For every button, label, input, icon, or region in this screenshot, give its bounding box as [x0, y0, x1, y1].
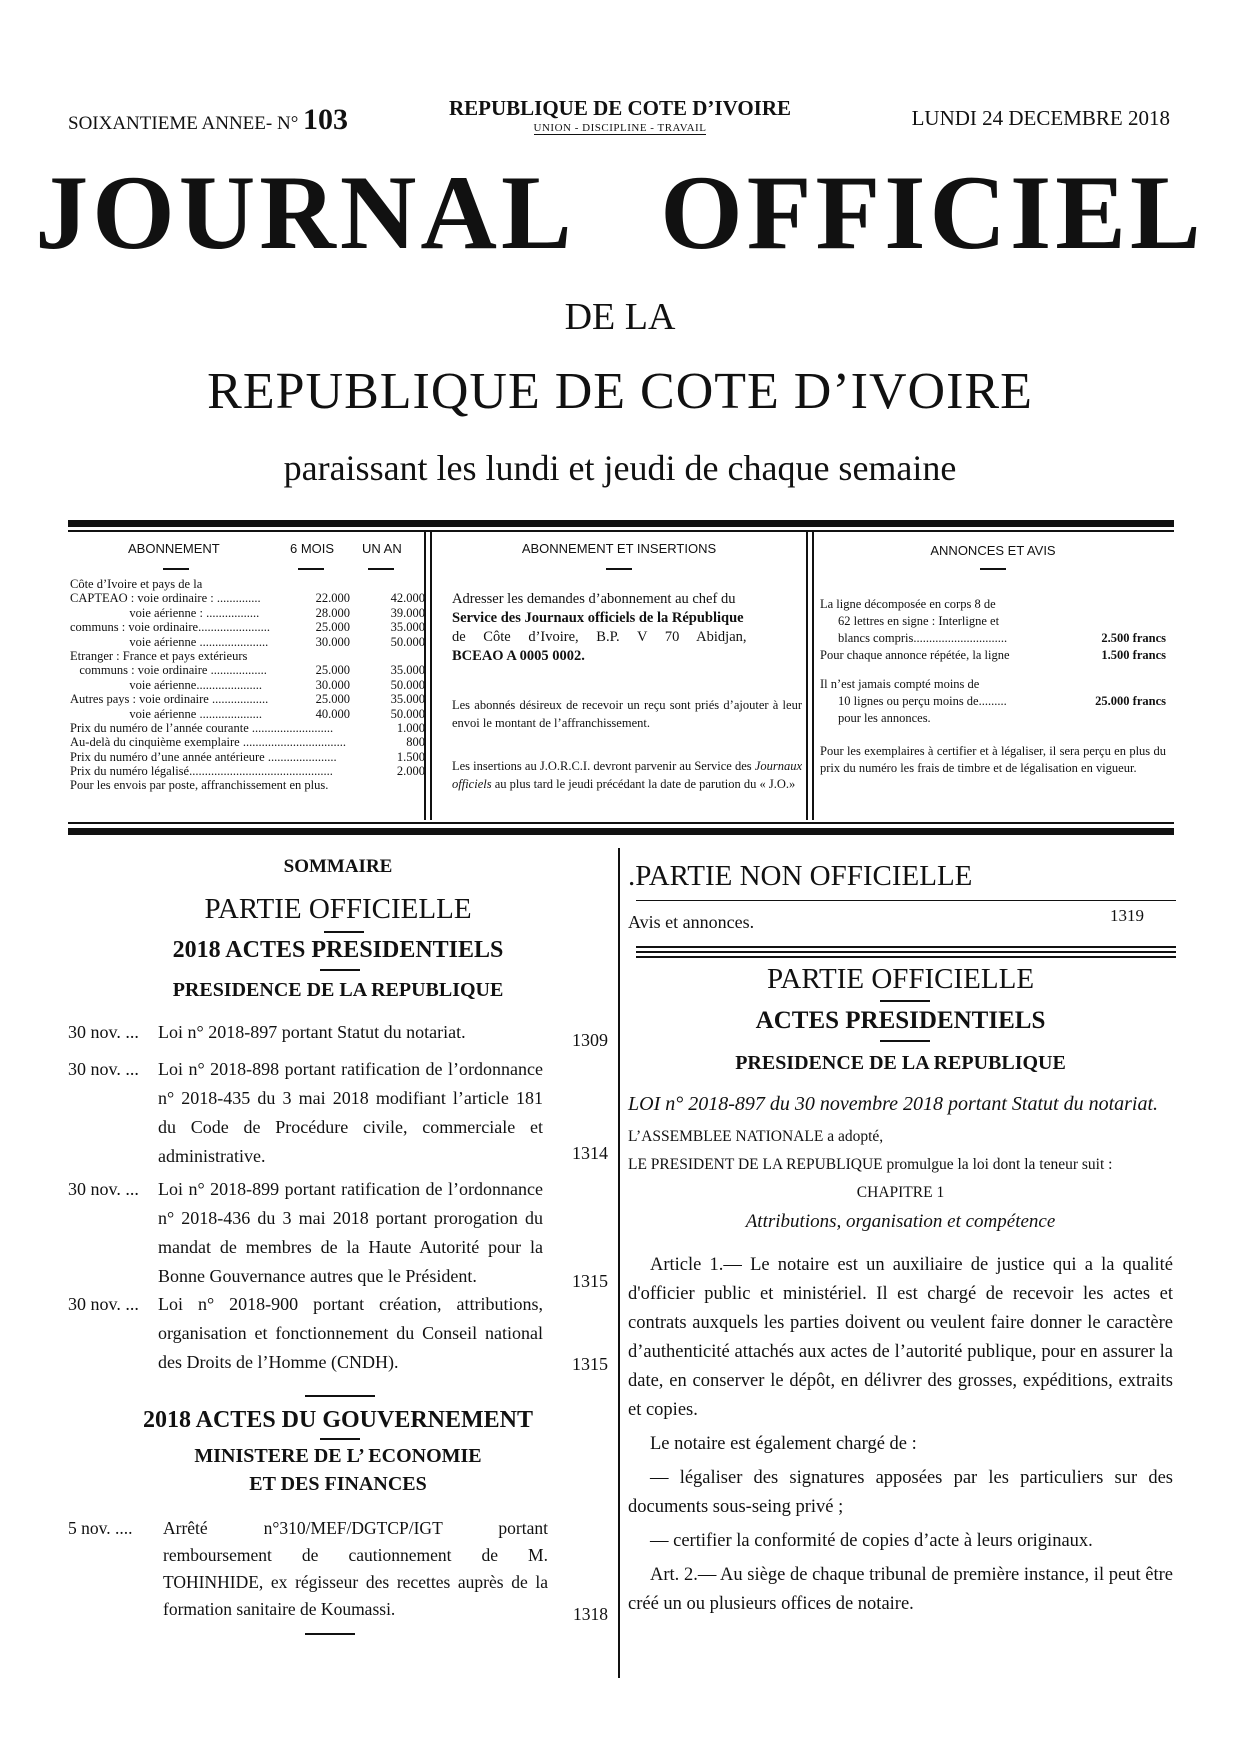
country-name: REPUBLIQUE DE COTE D’IVOIRE: [448, 96, 792, 120]
sommaire-presidence: PRESIDENCE DE LA REPUBLIQUE: [172, 979, 504, 1001]
article-1: Article 1.— Le notaire est un auxiliaire de justice qui a la qualité d'officier public et ministériel. Il est chargé de recevoir les actes et contrats auxquels les parties doivent ou veulent faire donner le caractère d’authenticité attachés aux actes de l’autorité publique, pour en assurer la date, en conserver le dépôt, en délivrer des grosses, expéditions, extraits et copies. Le notaire est également chargé de : — légaliser des signatures apposées par les particuliers sur des documents sous-seing privé ; — certifier la conformité de copies d’acte à leurs originaux. Art. 2.— Au siège de chaque tribunal de première instance, il peut être créé un ou plusieurs offices de notaire.: [628, 1251, 1173, 1619]
price-row: Prix du numéro d’une année antérieure ...................... 1.500: [70, 749, 425, 764]
price-row: Prix du numéro légalisé.............................................. 2.000: [70, 764, 425, 779]
column-divider: [618, 848, 620, 1678]
edition-prefix: SOIXANTIEME ANNEE- N°: [68, 113, 299, 134]
sommaire-ministere-2: ET DES FINANCES: [249, 1473, 427, 1495]
publication-frequency: paraissant les lundi et jeudi de chaque semaine: [283, 448, 957, 488]
president-line: LE PRESIDENT DE LA REPUBLIQUE promulgue la loi dont la teneur suit :: [628, 1156, 1113, 1173]
table-row: voie aérienne .................... 40.000 50.000: [70, 706, 425, 721]
abonnement-heading: ABONNEMENT: [128, 541, 220, 556]
sommaire-actes-presidentiels: 2018 ACTES PRESIDENTIELS: [172, 937, 504, 963]
abonnement-table: [70, 577, 425, 793]
sommaire-entry: 30 nov. ... Loi n° 2018-900 portant création, attributions, organisation et fonctionnement du Conseil national des Droits de l’Homme (CNDH). 1315: [68, 1294, 608, 1374]
price-row: Au-delà du cinquième exemplaire ................................. 800: [70, 735, 425, 750]
table-row: communs : voie ordinaire....................... 25.000 35.000: [70, 620, 425, 635]
insertions-heading: ABONNEMENT ET INSERTIONS: [521, 541, 717, 556]
chapitre-number: CHAPITRE 1: [856, 1184, 945, 1201]
country-header: [420, 96, 820, 134]
masthead-republique: REPUBLIQUE DE COTE D’IVOIRE: [207, 363, 1033, 420]
price-row: Prix du numéro de l’année courante .......................... 1.000: [70, 720, 425, 735]
chapitre-title: Attributions, organisation et compétence: [745, 1211, 1056, 1232]
partie-non-officielle: .PARTIE NON OFFICIELLE: [628, 860, 973, 892]
envois-note: Pour les envois par poste, affranchissement en plus.: [70, 778, 329, 793]
top-rule: [68, 520, 1174, 527]
col-un-an: UN AN: [362, 541, 402, 556]
charge-item: — certifier la conformité de copies d’acte à leurs originaux.: [650, 1531, 1093, 1551]
top-rule-thin: [68, 530, 1174, 532]
loi-title: LOI n° 2018-897 du 30 novembre 2018 portant Statut du notariat.: [628, 1093, 1159, 1115]
masthead-de-la: DE LA: [564, 296, 676, 338]
assemblee-line: L’ASSEMBLEE NATIONALE a adopté,: [628, 1128, 884, 1145]
table-row: Autres pays : voie ordinaire .................. 25.000 35.000: [70, 692, 425, 707]
sommaire-actes-gouvernement: 2018 ACTES DU GOUVERNEMENT: [142, 1407, 534, 1433]
box-divider: [812, 532, 814, 820]
insertions-delai: Les insertions au J.O.R.C.I. devront parvenir au Service des Journaux officiels au plus tard le jeudi précédant la date de parution du « J.O.»: [452, 759, 802, 791]
insertions-address: Adresser les demandes d’abonnement au chef du Service des Journaux officiels de la République de Côte d’Ivoire, B.P. V 70 Abidjan, BCEAO A 0005 0002.: [452, 591, 747, 664]
sommaire-ministere: MINISTERE DE L’ ECONOMIE: [194, 1445, 482, 1467]
sommaire-partie-officielle: PARTIE OFFICIELLE: [204, 893, 472, 925]
table-row: voie aérienne..................... 30.000 50.000: [70, 677, 425, 692]
partie-officielle-title: PARTIE OFFICIELLE: [766, 963, 1035, 995]
sommaire-entry: 30 nov. ... Loi n° 2018-897 portant Statut du notariat. 1309: [68, 1022, 608, 1050]
journal-title: JOURNAL OFFICIEL: [35, 154, 1205, 271]
bottom-rule: [68, 828, 1174, 835]
table-row: communs : voie ordinaire .................. 25.000 35.000: [70, 663, 425, 678]
article-2: Art. 2.— Au siège de chaque tribunal de première instance, il peut être créé un ou plusieurs offices de notaire.: [628, 1565, 1173, 1614]
charge-item: — légaliser des signatures apposées par les particuliers sur des documents sous-seing privé ;: [628, 1468, 1173, 1517]
table-row: voie aérienne ...................... 30.000 50.000: [70, 634, 425, 649]
issue-date: LUNDI 24 DECEMBRE 2018: [911, 106, 1170, 130]
actes-presidentiels: ACTES PRESIDENTIELS: [755, 1007, 1046, 1034]
sommaire-entry: 5 nov. .... Arrêté n°310/MEF/DGTCP/IGT portant remboursement de cautionnement de M. TOHINHIDE, ex régisseur des recettes auprès de la formation sanitaire de Koumassi. 1318: [68, 1518, 608, 1624]
abonnement-etranger: Etranger : France et pays extérieurs: [70, 648, 248, 663]
notaire-charge: Le notaire est également chargé de :: [650, 1434, 917, 1454]
presidence-republique: PRESIDENCE DE LA REPUBLIQUE: [735, 1052, 1066, 1074]
col-6mois: 6 MOIS: [290, 541, 335, 556]
box-divider: [430, 532, 432, 820]
table-row: voie aérienne : ................. 28.000 39.000: [70, 605, 425, 620]
sommaire-entry: 30 nov. ... Loi n° 2018-899 portant ratification de l’ordonnance n° 2018-436 du 3 mai 2018 portant prorogation du mandat de membres de la Haute Autorité pour la Bonne Gouvernance autres que le Président. 1315: [68, 1179, 608, 1291]
sommaire-title: SOMMAIRE: [283, 856, 393, 877]
avis-page: 1319: [1110, 906, 1144, 925]
annonces-tarifs: La ligne décomposée en corps 8 de 62 lettres en signe : Interligne et blancs compris.............................. 2.500 francs Pour chaque annonce répétée, la ligne 1.500 francs Il n’est jamais compté moins de 10 lignes ou perçu moins de......... 25.000 francs pour les annonces. Pour les exemplaires à certifier et à légaliser, il sera perçu en plus du prix du numéro les frais de timbre et de légalisation en vigueur.: [820, 597, 1166, 775]
sommaire-entry: 30 nov. ... Loi n° 2018-898 portant ratification de l’ordonnance n° 2018-435 du 3 mai 2018 modifiant l’article 181 du Code de Procédure civile, commerciale et administrative. 1314: [68, 1059, 608, 1166]
abonnement-intro: Côte d’Ivoire et pays de la: [70, 577, 203, 591]
bottom-rule-thin: [68, 822, 1174, 824]
table-row: CAPTEAO : voie ordinaire : .............. 22.000 42.000: [70, 591, 425, 606]
annonces-heading: ANNONCES ET AVIS: [930, 543, 1056, 558]
avis-annonces: Avis et annonces.: [628, 912, 755, 932]
box-divider: [806, 532, 808, 820]
national-motto: UNION - DISCIPLINE - TRAVAIL: [533, 122, 707, 134]
edition-issue: 103: [303, 103, 349, 136]
insertions-recu: Les abonnés désireux de recevoir un reçu sont priés d’ajouter à leur envoi le montant de l’affranchissement.: [452, 698, 802, 730]
edition-number: [68, 103, 348, 137]
